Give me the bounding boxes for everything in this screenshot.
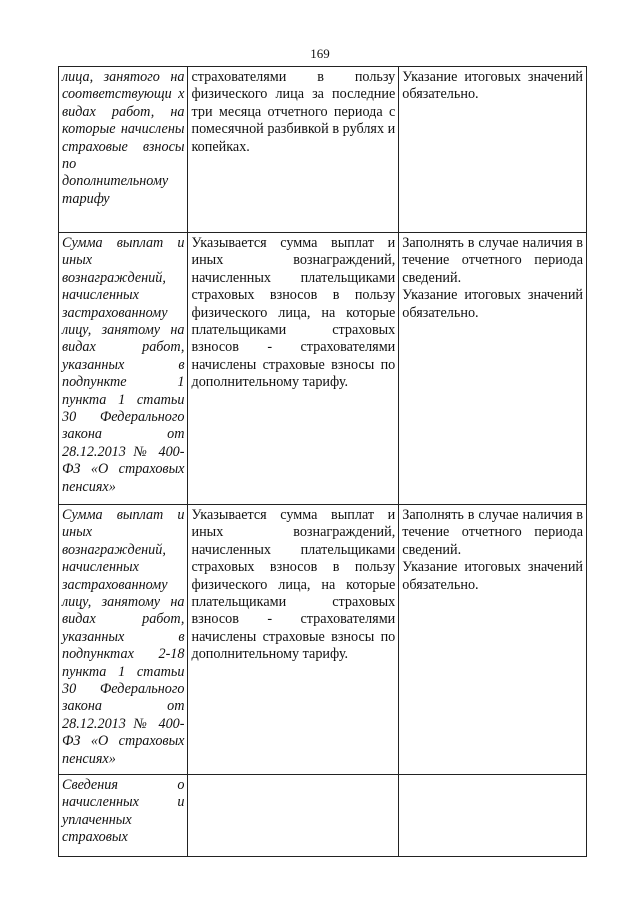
field-description-cell: [188, 775, 399, 857]
field-description-cell: Указывается сумма выплат и иных вознаграждений, начисленных плательщиками страховых взносов в пользу физического лица, на которые плательщиками страховых взносов - страхователями начислены страховые взносы по дополнительному тарифу.: [188, 505, 399, 775]
field-name-cell: Сумма выплат и иных вознаграждений, начисленных застрахованному лицу, занятому на видах работ, указанных в подпунктах 2-18 пункта 1 статьи 30 Федерального закона от 28.12.2013 № 400-ФЗ «О страховых пенсиях»: [59, 505, 188, 775]
field-requirement-cell: [399, 775, 587, 857]
field-requirement-cell: [399, 505, 587, 775]
page-number: 169: [310, 46, 330, 61]
requirement-text: Заполнять в случае наличия в течение отчетного периода сведений.: [402, 507, 583, 558]
field-requirement-cell: [399, 233, 587, 505]
table-row: [59, 233, 587, 505]
table-row: [59, 505, 587, 775]
field-name-cell: Сведения о начисленных и уплаченных страховых: [59, 775, 188, 857]
table-row: [59, 67, 587, 233]
table-row: [59, 775, 587, 857]
field-description-cell: Указывается сумма выплат и иных вознаграждений, начисленных плательщиками страховых взносов в пользу физического лица, на которые плательщиками страховых взносов - страхователями начислены страховые взносы по дополнительному тарифу.: [188, 233, 399, 505]
requirement-text: Указание итоговых значений обязательно.: [402, 69, 583, 103]
requirement-text: Указание итоговых значений обязательно.: [402, 287, 583, 321]
document-table: [58, 66, 587, 857]
field-description-cell: страхователями в пользу физического лица за последние три месяца отчетного периода с помесячной разбивкой в рублях и копейках.: [188, 67, 399, 233]
requirement-text: Заполнять в случае наличия в течение отчетного периода сведений.: [402, 235, 583, 286]
requirement-text: Указание итоговых значений обязательно.: [402, 559, 583, 593]
field-requirement-cell: [399, 67, 587, 233]
field-name-cell: лица, занятого на соответствующи х видах работ, на которые начислены страховые взносы по дополнительному тарифу: [59, 67, 188, 233]
field-name-cell: Сумма выплат и иных вознаграждений, начисленных застрахованному лицу, занятому на видах работ, указанных в подпункте 1 пункта 1 статьи 30 Федерального закона от 28.12.2013 № 400-ФЗ «О страховых пенсиях»: [59, 233, 188, 505]
